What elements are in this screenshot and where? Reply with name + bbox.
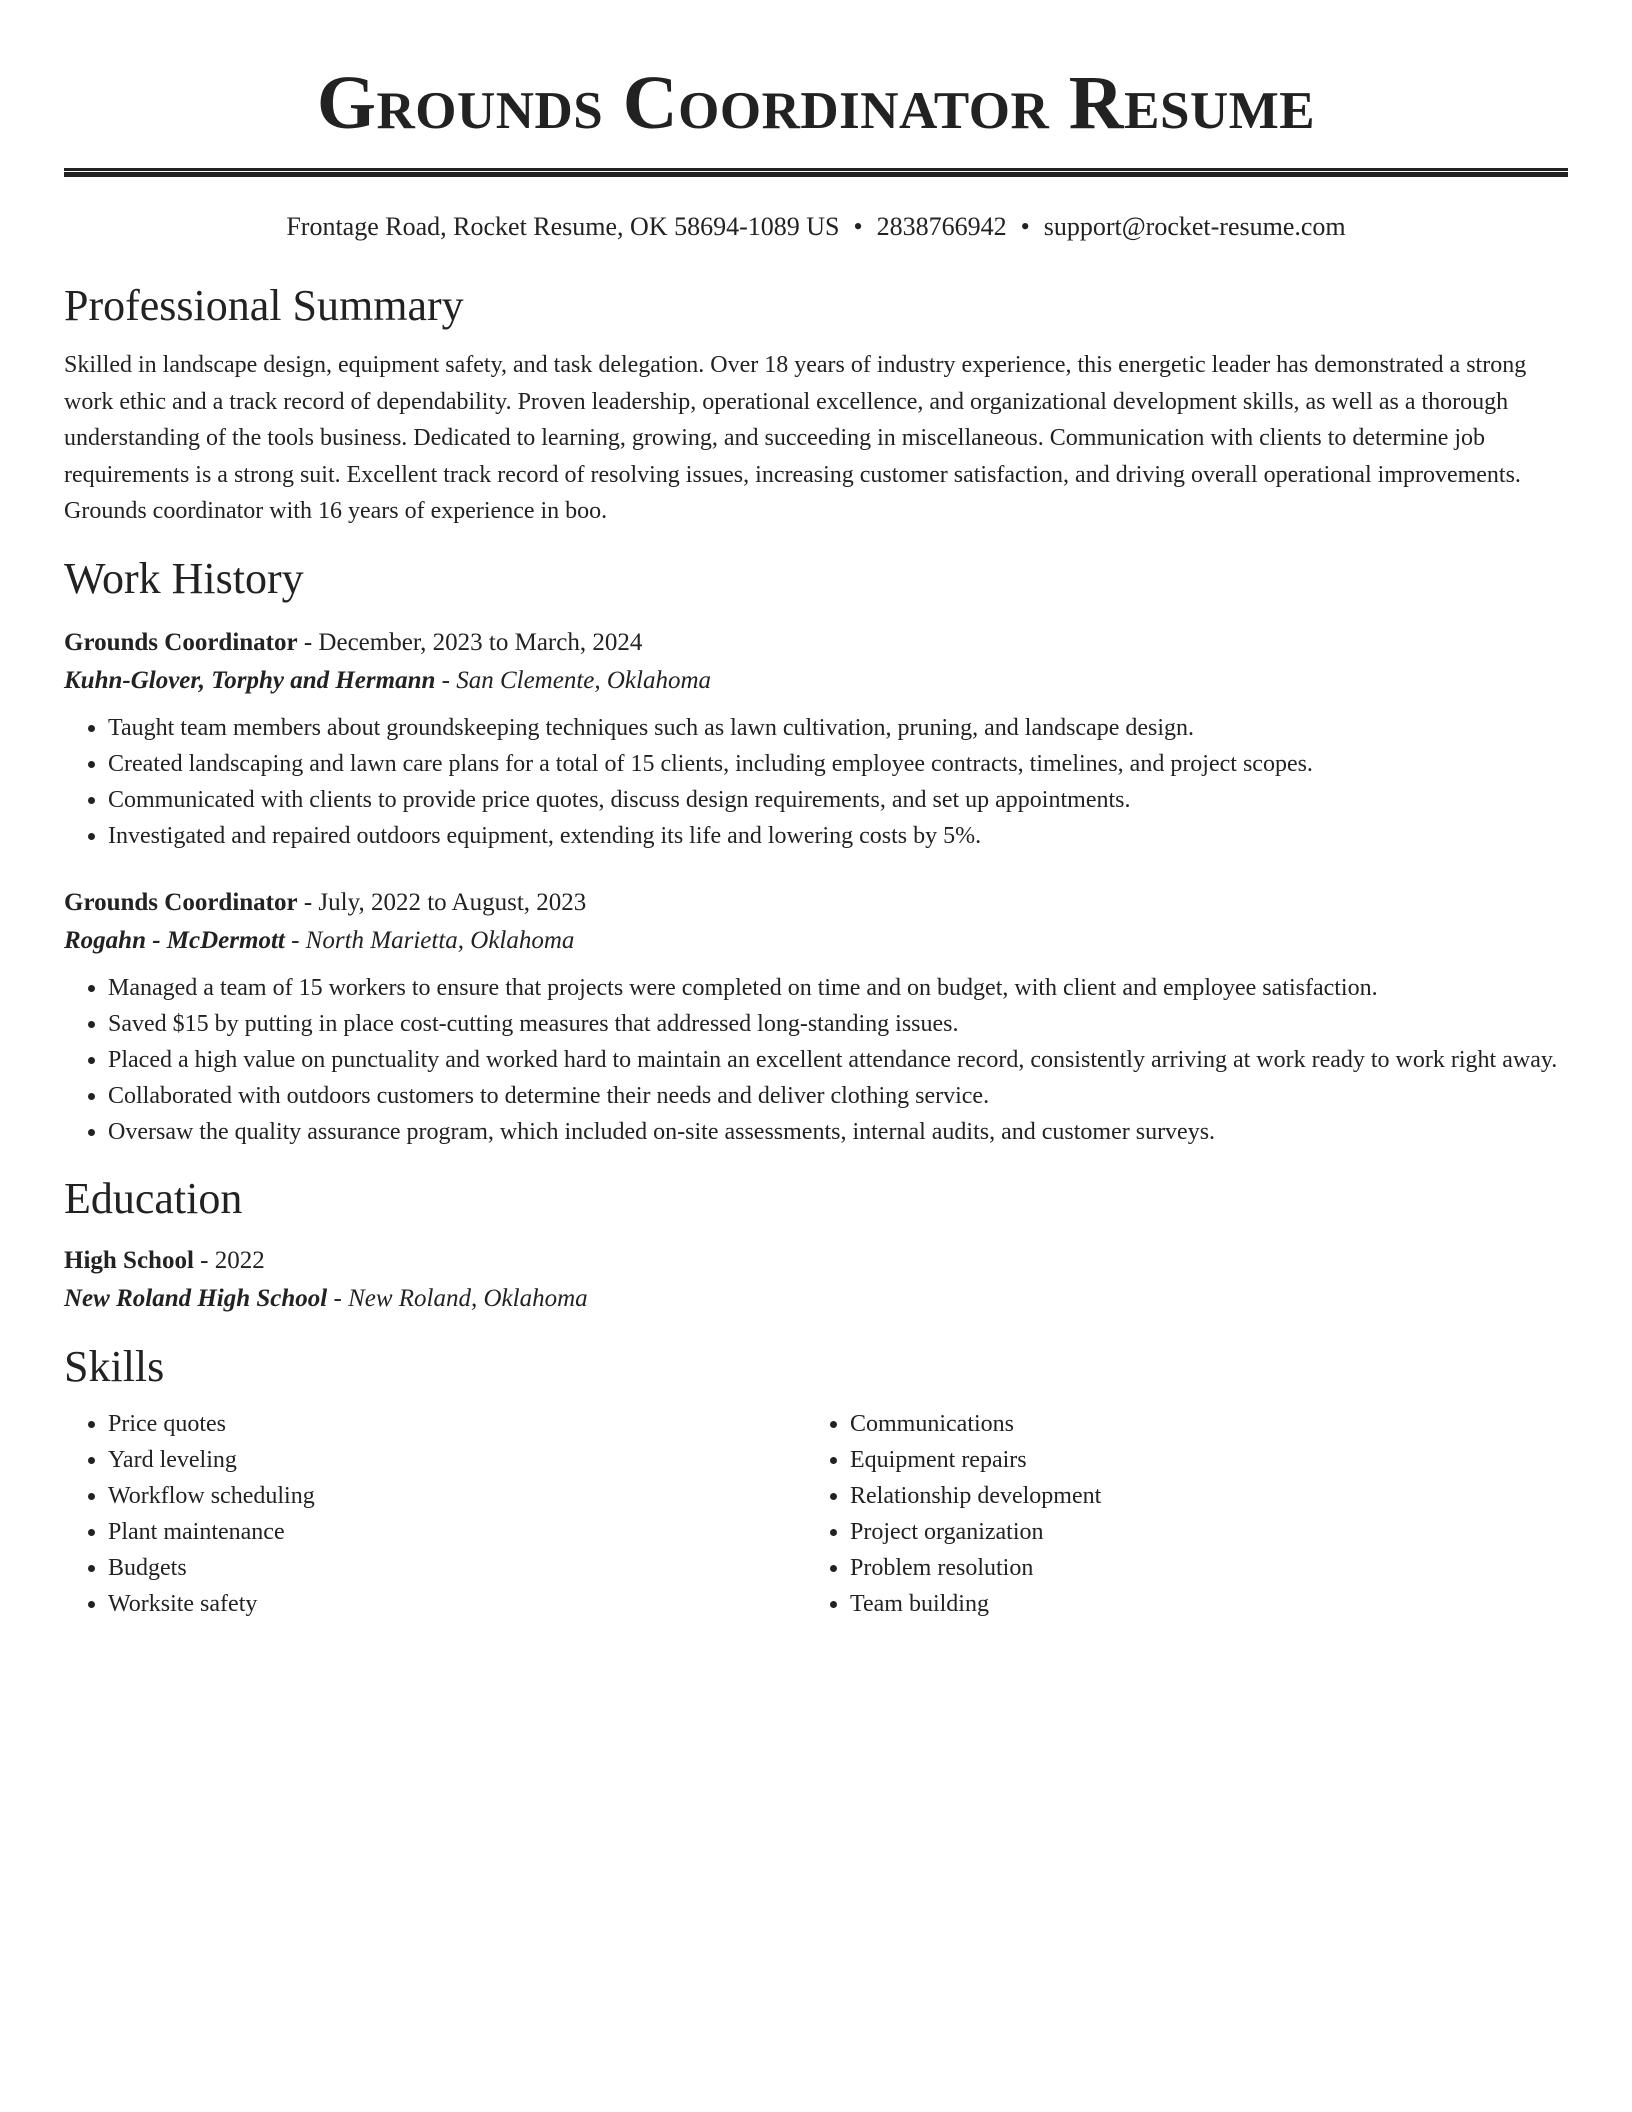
contact-line [64, 209, 1568, 245]
skills-list-left [64, 1406, 806, 1622]
education-year: - 2022 [193, 1246, 265, 1274]
job-bullet: • Collaborated with outdoors customers to determine their needs and deliver clothing service. [108, 1078, 1568, 1114]
skill-item: • Budgets [108, 1550, 806, 1586]
education-school: New Roland High School [64, 1284, 328, 1312]
skill-item: • Worksite safety [108, 1586, 806, 1622]
job-bullet: • Taught team members about groundskeeping techniques such as lawn cultivation, pruning, and landscape design. [108, 710, 1568, 746]
job-bullet-list [64, 970, 1568, 1150]
contact-phone: 2838766942 [876, 212, 1007, 241]
contact-separator: • [853, 212, 863, 241]
education-entry [64, 1242, 1568, 1318]
job-title: Grounds Coordinator [64, 628, 298, 656]
skill-item: • Plant maintenance [108, 1514, 806, 1550]
job-dates: - July, 2022 to August, 2023 [297, 888, 587, 916]
job-entry [64, 624, 1568, 854]
contact-email: support@rocket-resume.com [1043, 212, 1346, 241]
section-heading-education: Education [64, 1173, 243, 1223]
skill-item: • Project organization [850, 1514, 1548, 1550]
job-bullet: • Created landscaping and lawn care plans for a total of 15 clients, including employee contracts, timelines, and project scopes. [108, 746, 1568, 782]
skill-item: • Workflow scheduling [108, 1478, 806, 1514]
education-location: - New Roland, Oklahoma [327, 1284, 588, 1312]
job-location: - North Marietta, Oklahoma [284, 926, 575, 954]
title-double-rule [64, 168, 1568, 177]
job-title: Grounds Coordinator [64, 888, 298, 916]
education-degree: High School [64, 1246, 194, 1274]
section-heading-professional-summary: Professional Summary [64, 281, 464, 330]
skill-item: • Price quotes [108, 1406, 806, 1442]
job-company-line [64, 662, 1568, 700]
job-dates: - December, 2023 to March, 2024 [297, 628, 643, 656]
contact-separator: • [1020, 212, 1030, 241]
job-company: Kuhn-Glover, Torphy and Hermann [64, 666, 436, 694]
job-bullet: • Saved $15 by putting in place cost-cutting measures that addressed long-standing issues. [108, 1006, 1568, 1042]
job-title-line [64, 884, 1568, 922]
section-heading-skills: Skills [64, 1341, 165, 1391]
section-heading-work-history: Work History [64, 553, 304, 603]
job-bullet: • Communicated with clients to provide price quotes, discuss design requirements, and set up appointments. [108, 782, 1568, 818]
education-degree-line [64, 1242, 1568, 1280]
skill-item: • Yard leveling [108, 1442, 806, 1478]
contact-address: Frontage Road, Rocket Resume, OK 58694-1089 US [286, 212, 840, 241]
skills-grid [64, 1406, 1568, 1622]
job-title-line [64, 624, 1568, 662]
skill-item: • Communications [850, 1406, 1548, 1442]
skill-item: • Team building [850, 1586, 1548, 1622]
resume-title: Grounds Coordinator Resume [316, 61, 1316, 145]
job-company-line [64, 922, 1568, 960]
job-location: - San Clemente, Oklahoma [435, 666, 712, 694]
education-school-line [64, 1280, 1568, 1318]
skill-item: • Relationship development [850, 1478, 1548, 1514]
job-bullet: • Managed a team of 15 workers to ensure that projects were completed on time and on budget, with client and employee satisfaction. [108, 970, 1568, 1006]
job-entry [64, 884, 1568, 1150]
skill-item: • Problem resolution [850, 1550, 1548, 1586]
summary-paragraph: Skilled in landscape design, equipment safety, and task delegation. Over 18 years of industry experience, this energetic leader has demonstrated a strong work ethic and a track record of dependability. Proven leadership, operational excellence, and organizational development skills, as well as a thorough understanding of the tools business. Dedicated to learning, growing, and succeeding in miscellaneous. Communication with clients to determine job requirements is a strong suit. Excellent track record of resolving issues, increasing customer satisfaction, and driving overall operational improvements. Grounds coordinator with 16 years of experience in boo. [64, 352, 1527, 524]
job-bullet: • Investigated and repaired outdoors equipment, extending its life and lowering costs by 5%. [108, 818, 1568, 854]
job-bullet-list [64, 710, 1568, 854]
job-bullet: • Oversaw the quality assurance program, which included on-site assessments, internal audits, and customer surveys. [108, 1114, 1568, 1150]
skill-item: • Equipment repairs [850, 1442, 1548, 1478]
job-bullet: • Placed a high value on punctuality and worked hard to maintain an excellent attendance record, consistently arriving at work ready to work right away. [108, 1042, 1568, 1078]
job-company: Rogahn - McDermott [64, 926, 285, 954]
skills-list-right [806, 1406, 1548, 1622]
